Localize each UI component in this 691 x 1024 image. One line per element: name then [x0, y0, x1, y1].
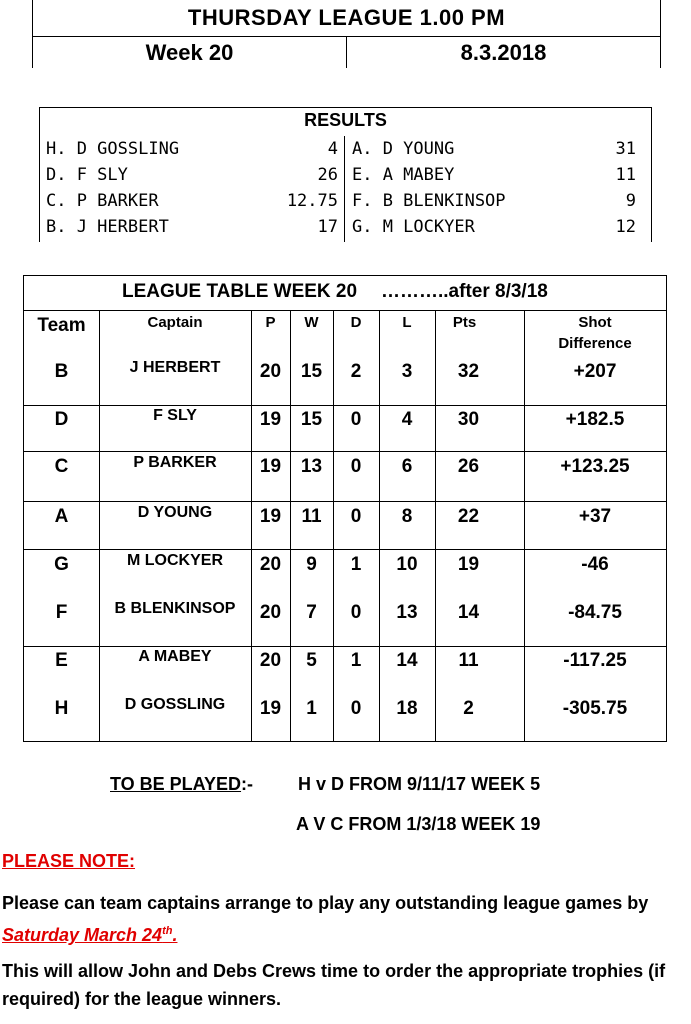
- cell-played: 20: [259, 602, 282, 623]
- league-table-title: [24, 276, 666, 311]
- cell-lost: 3: [401, 361, 413, 382]
- page-title: THURSDAY LEAGUE 1.00 PM: [33, 0, 660, 37]
- header-captain: Captain: [147, 314, 203, 331]
- result-right-name: E. A MABEY: [352, 165, 455, 185]
- result-left-name: B. J HERBERT: [46, 217, 169, 237]
- result-right-score: 12: [615, 217, 636, 237]
- cell-shot-difference: +207: [573, 361, 617, 382]
- header-d: D: [350, 314, 362, 331]
- cell-lost: 10: [396, 554, 418, 575]
- result-row: [40, 214, 651, 240]
- result-left-score: 12.75: [286, 191, 338, 211]
- note-paragraph-2: This will allow John and Debs Crews time to order the appropriate trophies (if required) for the league winners.: [2, 961, 666, 1009]
- cell-played: 20: [259, 650, 282, 671]
- cell-team: C: [54, 456, 69, 477]
- result-right-name: G. M LOCKYER: [352, 217, 475, 237]
- table-row-divider: [24, 405, 666, 406]
- header-p: P: [265, 314, 276, 331]
- results-heading: RESULTS: [304, 110, 387, 130]
- cell-team: E: [55, 650, 68, 671]
- cell-drawn: 0: [350, 506, 362, 527]
- cell-played: 19: [259, 698, 282, 719]
- cell-team: H: [54, 698, 69, 719]
- cell-shot-difference: +123.25: [560, 456, 630, 477]
- cell-won: 7: [306, 602, 317, 623]
- cell-shot-difference: +182.5: [565, 409, 625, 430]
- cell-team: F: [55, 602, 68, 623]
- cell-captain: A MABEY: [138, 648, 212, 665]
- cell-captain: B BLENKINSOP: [114, 600, 236, 617]
- result-left: [46, 188, 338, 214]
- note-paragraph-1: [2, 889, 682, 949]
- result-row: [40, 136, 651, 162]
- table-row-divider: [24, 549, 666, 550]
- result-right: [352, 136, 636, 162]
- result-right-score: 11: [615, 165, 636, 185]
- result-left: [46, 214, 338, 240]
- cell-team: B: [54, 361, 69, 382]
- cell-won: 13: [300, 456, 323, 477]
- result-row: [40, 162, 651, 188]
- cell-points: 22: [457, 506, 480, 527]
- result-left-score: 4: [327, 139, 338, 159]
- cell-won: 9: [306, 554, 317, 575]
- cell-team: D: [54, 409, 69, 430]
- result-left-name: C. P BARKER: [46, 191, 159, 211]
- result-right-name: F. B BLENKINSOP: [352, 191, 506, 211]
- cell-drawn: 0: [350, 698, 362, 719]
- cell-captain: M LOCKYER: [127, 552, 223, 569]
- header-difference: Difference: [558, 335, 632, 352]
- cell-lost: 4: [401, 409, 413, 430]
- league-table-after: ………..after 8/3/18: [381, 281, 548, 302]
- result-left-name: H. D GOSSLING: [46, 139, 180, 159]
- cell-shot-difference: -117.25: [563, 650, 627, 671]
- to-be-played-text: TO BE PLAYED: [110, 774, 242, 794]
- results-box: [39, 107, 652, 242]
- result-left-name: D. F SLY: [46, 165, 128, 185]
- deadline-date: [2, 925, 177, 945]
- note-heading: PLEASE NOTE:: [2, 851, 136, 871]
- cell-points: 2: [463, 698, 474, 719]
- title-box: [32, 0, 661, 68]
- cell-lost: 13: [396, 602, 418, 623]
- cell-played: 20: [259, 554, 282, 575]
- cell-lost: 18: [396, 698, 418, 719]
- week-label: Week 20: [33, 37, 347, 68]
- cell-points: 11: [458, 650, 479, 671]
- table-row-divider: [24, 646, 666, 647]
- deadline-date-text: Saturday March 24: [2, 925, 163, 945]
- cell-played: 19: [259, 506, 282, 527]
- cell-drawn: 2: [350, 361, 362, 382]
- result-right-name: A. D YOUNG: [352, 139, 455, 159]
- result-right-score: 9: [625, 191, 636, 211]
- cell-points: 19: [457, 554, 480, 575]
- cell-captain: P BARKER: [133, 454, 217, 471]
- cell-points: 30: [457, 409, 480, 430]
- cell-shot-difference: +37: [578, 506, 612, 527]
- cell-played: 19: [259, 456, 282, 477]
- cell-lost: 6: [401, 456, 413, 477]
- table-row-divider: [24, 451, 666, 452]
- deadline-date-period: .: [172, 925, 178, 945]
- league-table: [23, 275, 667, 742]
- fixture-2: A V C FROM 1/3/18 WEEK 19: [296, 814, 541, 834]
- result-right: [352, 162, 636, 188]
- result-left-score: 17: [317, 217, 338, 237]
- cell-shot-difference: -84.75: [568, 602, 622, 623]
- cell-won: 15: [300, 409, 323, 430]
- cell-played: 19: [259, 409, 282, 430]
- cell-won: 11: [301, 506, 322, 527]
- cell-captain: D YOUNG: [137, 504, 213, 521]
- header-team: Team: [37, 315, 86, 336]
- deadline-date-sup: th: [162, 925, 173, 937]
- result-row: [40, 188, 651, 214]
- cell-drawn: 0: [350, 409, 362, 430]
- cell-points: 14: [457, 602, 480, 623]
- cell-captain: D GOSSLING: [124, 696, 226, 713]
- result-left-score: 26: [317, 165, 338, 185]
- cell-points: 32: [457, 361, 480, 382]
- cell-team: A: [54, 506, 69, 527]
- result-right: [352, 214, 636, 240]
- cell-drawn: 1: [350, 650, 362, 671]
- to-be-played-label: [110, 774, 253, 795]
- header-pts: Pts: [452, 314, 477, 331]
- cell-drawn: 0: [350, 456, 362, 477]
- result-left: [46, 136, 338, 162]
- cell-lost: 14: [396, 650, 418, 671]
- cell-won: 15: [300, 361, 323, 382]
- header-shot: Shot: [578, 314, 612, 331]
- table-row-divider: [24, 501, 666, 502]
- result-left: [46, 162, 338, 188]
- cell-points: 26: [457, 456, 480, 477]
- cell-drawn: 0: [350, 602, 362, 623]
- to-be-played-suffix: :-: [241, 774, 254, 794]
- cell-played: 20: [259, 361, 282, 382]
- cell-shot-difference: -305.75: [562, 698, 628, 719]
- cell-drawn: 1: [350, 554, 362, 575]
- date-label: 8.3.2018: [460, 40, 547, 65]
- cell-team: G: [54, 554, 69, 575]
- league-table-heading: LEAGUE TABLE WEEK 20: [122, 281, 358, 302]
- cell-won: 1: [306, 698, 317, 719]
- result-right: [352, 188, 636, 214]
- note-p1-text: Please can team captains arrange to play any outstanding league games by: [2, 893, 649, 913]
- result-right-score: 31: [615, 139, 636, 159]
- cell-captain: J HERBERT: [129, 359, 221, 376]
- cell-lost: 8: [401, 506, 413, 527]
- header-l: L: [402, 314, 412, 331]
- cell-captain: F SLY: [153, 407, 197, 424]
- header-w: W: [304, 314, 319, 331]
- fixture-1: H v D FROM 9/11/17 WEEK 5: [298, 774, 541, 794]
- cell-shot-difference: -46: [581, 554, 609, 575]
- cell-won: 5: [306, 650, 317, 671]
